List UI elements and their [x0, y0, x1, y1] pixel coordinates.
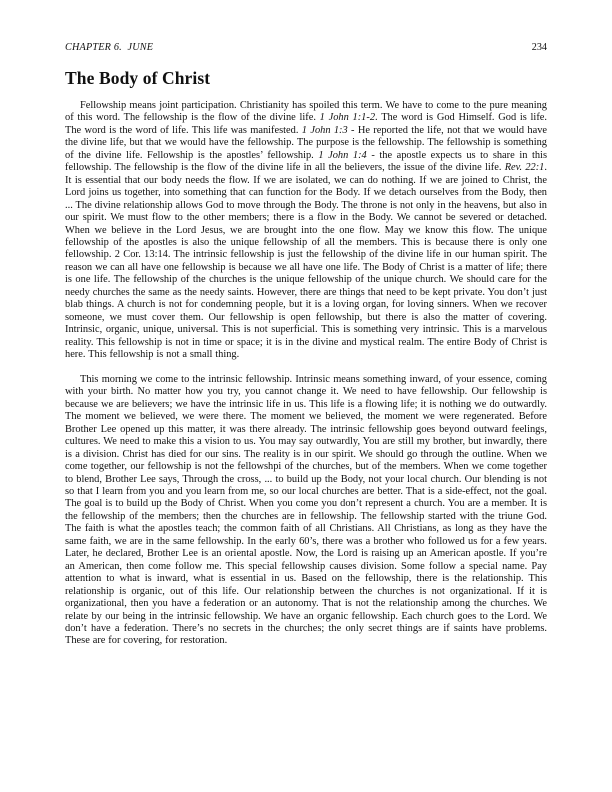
- page-title: The Body of Christ: [65, 68, 211, 88]
- text-segment: . The word is God Himself. God is life. The word is the word of life. This life was manifested.: [65, 112, 547, 136]
- text-segment: . It is essential that our body needs the flow. If we are isolated, we can do nothing. If we are joined to Christ, the Lord joins us together, into something that can function for the Body. If we detach ourselves from the Body, then ... The divine relationship allows God to move through the Body. The throne is not only in the heavens, but also in our spirit. We must flow to the other members; there is a flow in the Body. We cannot be severed or detached. When we believe in the Lord Jesus, we are brought into the one flow. May we know this flow. The unique fellowship of the apostles is also the unique fellowship of all the members. This is because there is only one fellowship. 2 Cor. 13:14. The intrinsic fellowship is just the fellowship of the divine life in our human spirit. The reason we can all have one fellowship is because we all have one life. The Body of Christ is a matter of life; there is one life. The fellowship of the churches is the unique fellowship of the unique church. We should care for the needy churches the same as the needy saints. However, there are things that need to be kept private. You don’t just blab things. A church is not for condemning people, but it is a loving organ, for loving sinners. When we recover someone, we must cover them. Our fellowship is open fellowship, but there is also the matter of covering. Intrinsic, organic, unique, universal. This is not superficial. This is something very intrinsic. This is a marvelous reality. This fellowship is not in time or space; it is in the divine and mystical realm. The entire Body of Christ is here. This fellowship is not a small thing.: [65, 162, 547, 361]
- text-segment: - He reported the life, not that we would have the divine life, but that we would have the fellowship. The purpose is the fellowship. The fellowship is something of the divine life. Fellowship is the apostles’ fellowship.: [65, 124, 547, 161]
- page-number: 234: [531, 42, 547, 53]
- text-segment: - the apostle expects us to share in this fellowship. The fellowship is the flow of the divine life in all the believers, the issue of the divine life.: [65, 149, 547, 174]
- chapter-label: CHAPTER 6.: [65, 42, 122, 53]
- chapter-section-label: JUNE: [127, 42, 154, 53]
- body-paragraph: [65, 100, 547, 362]
- body-text: [65, 100, 547, 648]
- scripture-reference: Rev. 22:1: [504, 162, 545, 174]
- scripture-reference: 1 John 1:3: [301, 124, 348, 136]
- running-header: [65, 42, 547, 54]
- scripture-reference: 1 John 1:1-2: [319, 112, 376, 124]
- text-segment: This morning we come to the intrinsic fellowship. Intrinsic means something inward, of your essence, coming with your birth. No matter how you try, you cannot change it. We need to have fellowship. Our fellowship is because we are believers; we have the intrinsic life in us. This life is a flowing life; it is nothing we do outwardly. The moment we believed, we were there. The moment we believed, the moment we were regenerated. Before Brother Lee opened up this matter, it was there already. The intrinsic fellowship goes beyond outward feelings, cultures. We need to make this a vision to us. You may say outwardly, You are still my brother, but inwardly, there is a division. Christ has died for our sins. The reality is in our spirit. We should go through the outline. When we come together, our fellowship is not the fellowshpi of the churches, but of the members. When we come together to blend, Brother Lee says, Through the cross, ... to build up the Body, not your local church. Our blending is not so that I learn from you and you learn from me, so our local churches are better. That is a side-effect, not the goal. The goal is to build up the Body of Christ. When you come you don’t represent a church. You are a member. It is the fellowship of the members; then the churches are in fellowship. The fellowship started with the triune God. The faith is what the apostles teach; the common faith of all Christians. All Christians, as long as they have the same faith, we are in the same fellowship. In the early 60’s, there was a brother who followed us for a few years. Later, he declared, Brother Lee is an oriental apostle. Now, the Lord is raising up an American apostle. If you’re an American, then come follow me. This special fellowship causes division. Some follow a special name. Pay attention to what is inward, what is essential in us. Based on the fellowship, there is the relationship. This relationship is organic, out of this life. Our relationship between the churches is not organizational. If it is organizational, then you have a federation or an autonomy. That is not the relationship among the churches. We relate by our being in the intrinsic fellowship. We have an organic fellowship. Each church goes to the Lord. We don’t have a federation. There’s no secrets in the churches; the only secret things are if saints have problems. These are for covering, for restoration.: [65, 373, 547, 647]
- body-paragraph: [65, 374, 547, 648]
- chapter-heading: [65, 42, 153, 54]
- scripture-reference: 1 John 1:4: [318, 149, 367, 161]
- text-segment: Fellowship means joint participation. Christianity has spoiled this term. We have to come to the pure meaning of this word. The fellowship is the flow of the divine life.: [65, 100, 547, 124]
